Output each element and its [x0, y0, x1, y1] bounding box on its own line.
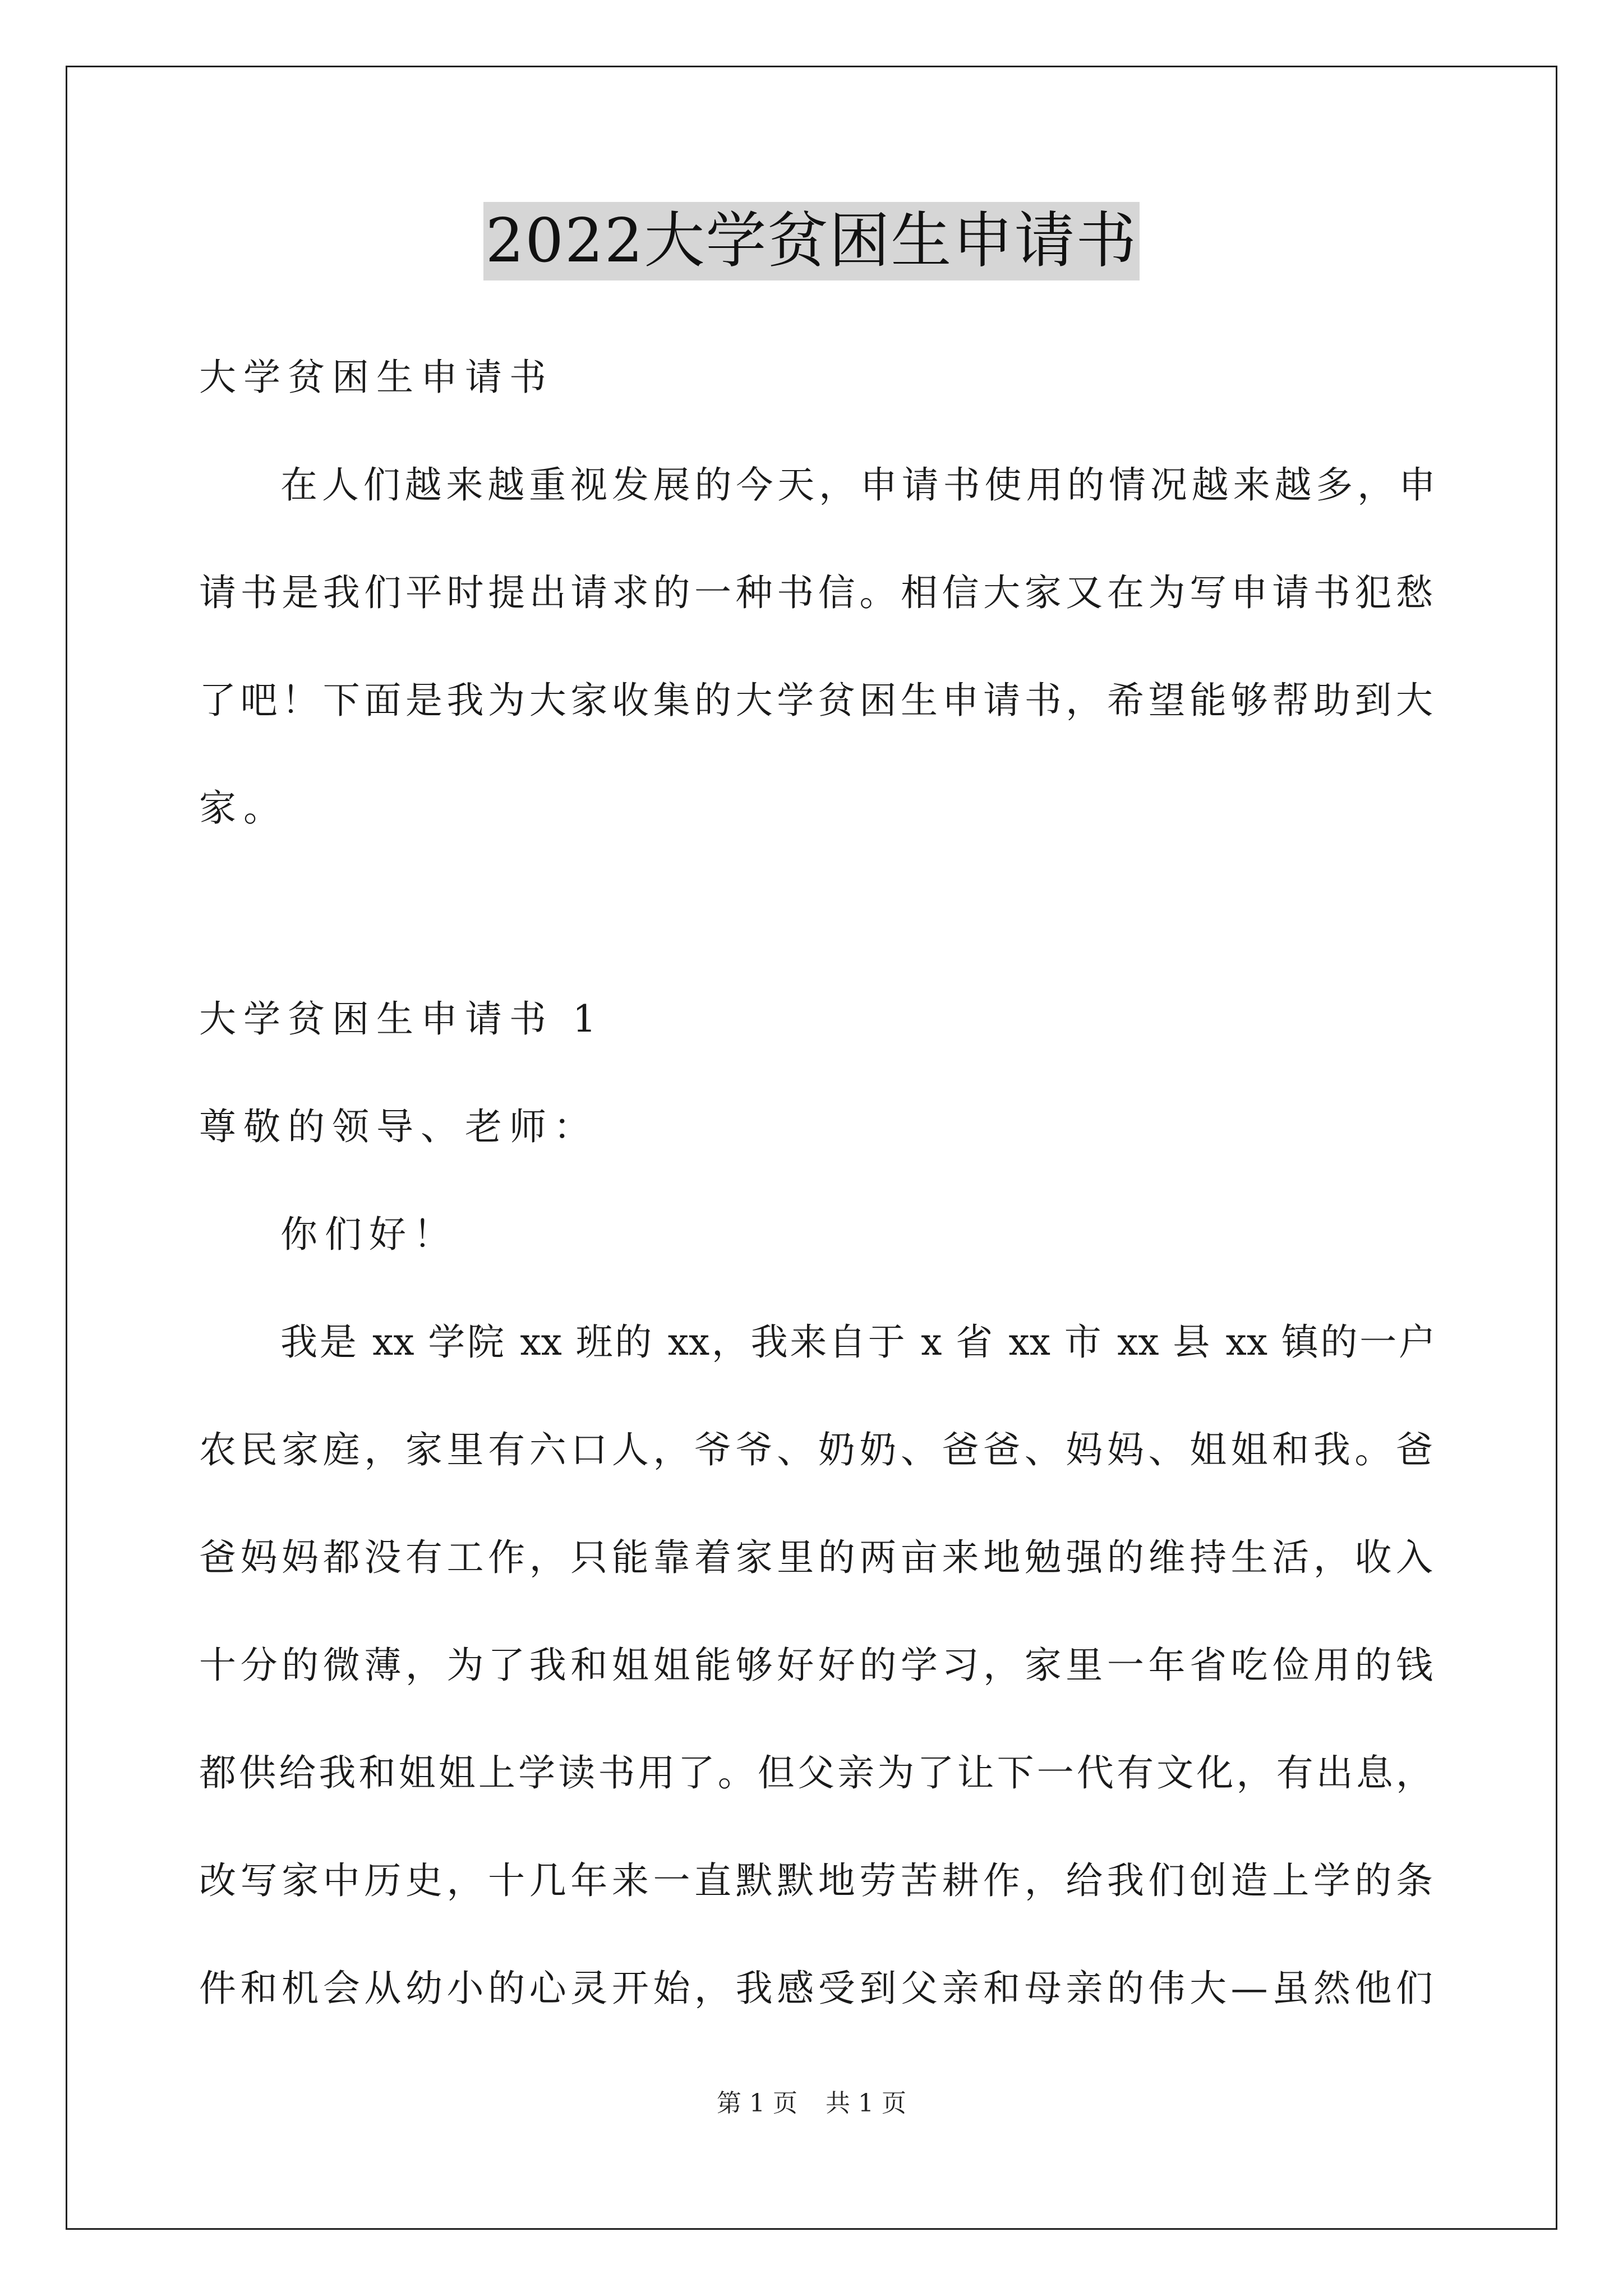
- intro-line-2: 请书是我们平时提出请求的一种书信。相信大家又在为写申请书犯愁: [199, 571, 1433, 614]
- body-line-1: 我是 xx 学院 xx 班的 xx，我来自于 x 省 xx 市 xx 县 xx 镇的一户: [280, 1320, 1436, 1364]
- body-line-5: 都供给我和姐姐上学读书用了。但父亲为了让下一代有文化，有出息，: [199, 1751, 1433, 1795]
- intro-line-4: 家。: [199, 786, 288, 830]
- greeting: 你们好！: [280, 1213, 458, 1256]
- page-number: 第 1 页: [717, 2089, 797, 2118]
- body-line-3: 爸妈妈都没有工作，只能靠着家里的两亩来地勉强的维持生活，收入: [199, 1536, 1433, 1579]
- salutation: 尊敬的领导、老师：: [199, 1105, 598, 1148]
- page-total: 共 1 页: [826, 2089, 906, 2118]
- section-heading: 大学贫困生申请书 1: [199, 997, 603, 1041]
- document-subtitle: 大学贫困生申请书: [199, 356, 554, 399]
- title-container: [0, 202, 1623, 280]
- document-title: 2022大学贫困生申请书: [483, 202, 1140, 280]
- intro-line-3: 了吧！下面是我为大家收集的大学贫困生申请书，希望能够帮助到大: [199, 679, 1433, 722]
- intro-line-1: 在人们越来越重视发展的今天，申请书使用的情况越来越多，申: [280, 463, 1436, 507]
- body-line-6: 改写家中历史，十几年来一直默默地劳苦耕作，给我们创造上学的条: [199, 1859, 1433, 1902]
- page-footer: [0, 2087, 1623, 2120]
- body-line-2: 农民家庭，家里有六口人，爷爷、奶奶、爸爸、妈妈、姐姐和我。爸: [199, 1428, 1433, 1471]
- body-line-4: 十分的微薄，为了我和姐姐能够好好的学习，家里一年省吃俭用的钱: [199, 1644, 1433, 1687]
- body-line-7: 件和机会从幼小的心灵开始，我感受到父亲和母亲的伟大—虽然他们: [199, 1967, 1433, 2010]
